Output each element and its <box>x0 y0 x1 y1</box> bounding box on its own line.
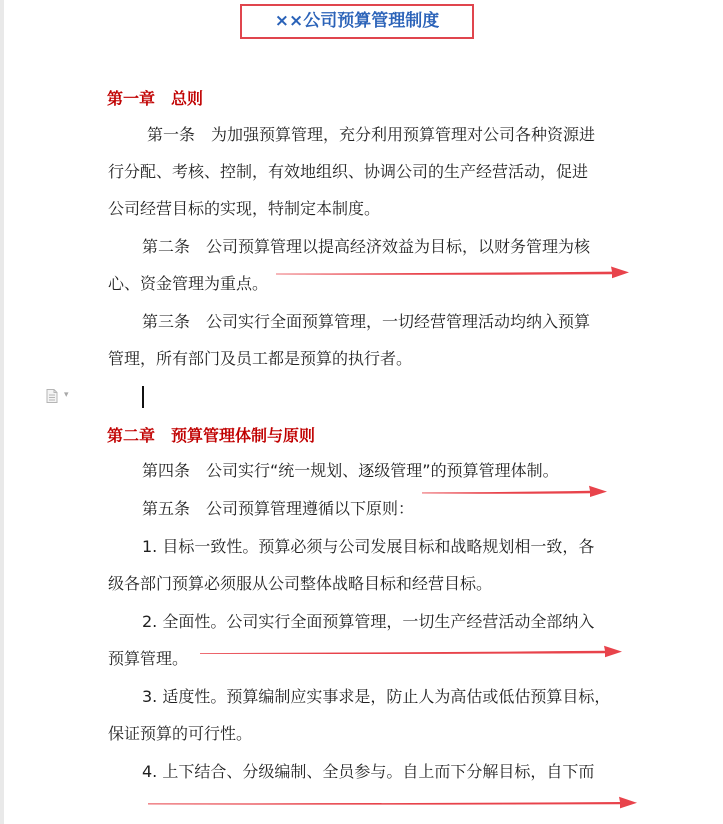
paragraph-line: 第四条 公司实行“统一规划、逐级管理”的预算管理体制。 <box>142 461 559 480</box>
document-title: ××公司预算管理制度 <box>240 4 474 39</box>
annotation-arrow <box>422 484 608 500</box>
paragraph-line: 4. 上下结合、分级编制、全员参与。自上而下分解目标，自下而 <box>142 762 595 781</box>
chapter-heading: 第二章 预算管理体制与原则 <box>107 426 316 445</box>
chapter-heading: 第一章 总则 <box>107 89 204 108</box>
text-cursor <box>142 386 144 408</box>
paragraph-line: 2. 全面性。公司实行全面预算管理，一切生产经营活动全部纳入 <box>142 612 595 631</box>
paragraph-line: 3. 适度性。预算编制应实事求是，防止人为高估或低估预算目标， <box>142 687 611 706</box>
paragraph-line: 级各部门预算必须服从公司整体战略目标和经营目标。 <box>108 574 493 593</box>
paragraph-line: 行分配、考核、控制，有效地组织、协调公司的生产经营活动，促进 <box>108 162 589 181</box>
page-left-edge <box>0 0 4 824</box>
dropdown-caret-icon[interactable]: ▾ <box>64 390 69 400</box>
paragraph-line: 管理，所有部门及员工都是预算的执行者。 <box>108 349 413 368</box>
paragraph-line: 第三条 公司实行全面预算管理，一切经营管理活动均纳入预算 <box>142 312 591 331</box>
annotation-arrow <box>276 265 630 281</box>
paragraph-line: 预算管理。 <box>108 649 189 668</box>
annotation-arrow <box>200 644 623 660</box>
paragraph-line: 1. 目标一致性。预算必须与公司发展目标和战略规划相一致，各 <box>142 537 595 556</box>
paragraph-line: 公司经营目标的实现，特制定本制度。 <box>108 199 381 218</box>
paragraph-line: 第一条 为加强预算管理，充分利用预算管理对公司各种资源进 <box>147 125 596 144</box>
paragraph-line: 保证预算的可行性。 <box>108 724 253 743</box>
paragraph-line: 第五条 公司预算管理遵循以下原则： <box>142 499 415 518</box>
document-icon[interactable] <box>46 389 58 403</box>
paragraph-line: 第二条 公司预算管理以提高经济效益为目标，以财务管理为核 <box>142 237 591 256</box>
paragraph-line: 心、资金管理为重点。 <box>108 274 269 293</box>
annotation-arrow <box>148 795 638 811</box>
